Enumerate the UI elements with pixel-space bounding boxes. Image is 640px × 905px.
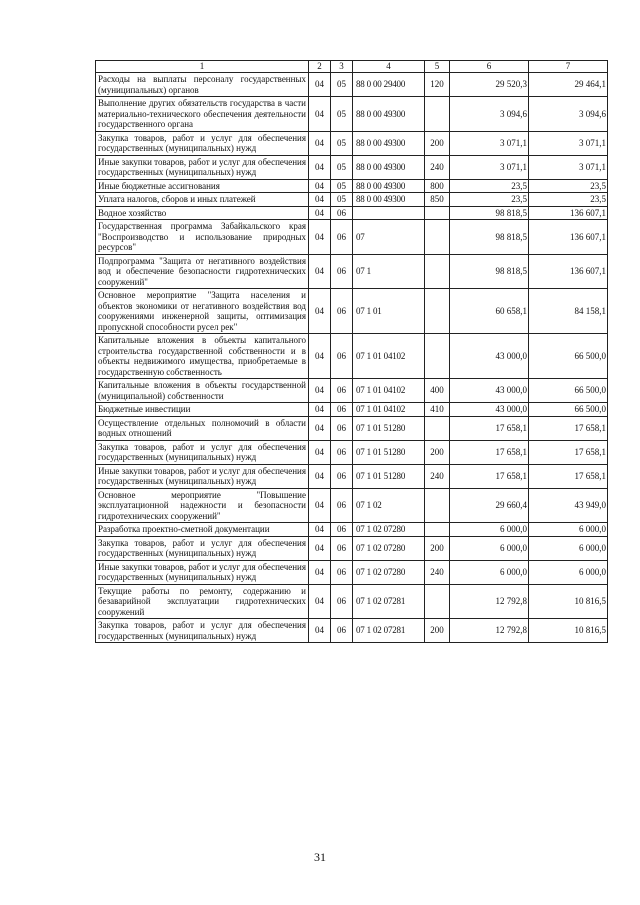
amount-2-cell: 23,5 <box>529 179 608 193</box>
csr-code-cell: 07 1 01 51280 <box>353 464 425 488</box>
rzd-code-cell: 04 <box>309 97 331 132</box>
table-row <box>96 206 608 220</box>
column-header-6: 6 <box>450 61 529 73</box>
amount-2-cell: 10 816,5 <box>529 619 608 643</box>
row-name-cell: Закупка товаров, работ и услуг для обеспечения государственных (муниципальных) нужд <box>96 536 309 560</box>
row-name-cell: Разработка проектно-сметной документации <box>96 523 309 537</box>
rzd-code-cell: 04 <box>309 584 331 619</box>
table-row <box>96 254 608 289</box>
vr-code-cell: 240 <box>425 464 450 488</box>
table-row <box>96 523 608 537</box>
vr-code-cell <box>425 97 450 132</box>
pr-code-cell: 06 <box>331 289 353 334</box>
vr-code-cell <box>425 334 450 379</box>
csr-code-cell: 07 1 02 07281 <box>353 619 425 643</box>
row-name-cell: Основное мероприятие "Повышение эксплуатационной надежности и безопасности гидротехнических сооружений" <box>96 488 309 523</box>
row-name-cell: Выполнение других обязательств государства в части материально-технического обеспечения деятельности государственного органа <box>96 97 309 132</box>
vr-code-cell: 200 <box>425 131 450 155</box>
amount-2-cell: 66 500,0 <box>529 403 608 417</box>
pr-code-cell: 05 <box>331 97 353 132</box>
rzd-code-cell: 04 <box>309 440 331 464</box>
rzd-code-cell: 04 <box>309 206 331 220</box>
csr-code-cell: 88 0 00 49300 <box>353 97 425 132</box>
pr-code-cell: 06 <box>331 220 353 255</box>
column-header-7: 7 <box>529 61 608 73</box>
row-name-cell: Иные закупки товаров, работ и услуг для обеспечения государственных (муниципальных) нужд <box>96 560 309 584</box>
table-row <box>96 536 608 560</box>
row-name-cell: Подпрограмма "Защита от негативного воздействия вод и обеспечение безопасности гидротехнических сооружений" <box>96 254 309 289</box>
amount-1-cell: 12 792,8 <box>450 619 529 643</box>
pr-code-cell: 06 <box>331 560 353 584</box>
vr-code-cell <box>425 254 450 289</box>
vr-code-cell: 120 <box>425 73 450 97</box>
amount-1-cell: 3 071,1 <box>450 155 529 179</box>
row-name-cell: Государственная программа Забайкальского края "Воспроизводство и использование природных ресурсов" <box>96 220 309 255</box>
vr-code-cell <box>425 206 450 220</box>
amount-1-cell: 17 658,1 <box>450 440 529 464</box>
table-row <box>96 379 608 403</box>
table-row <box>96 155 608 179</box>
csr-code-cell: 88 0 00 49300 <box>353 155 425 179</box>
pr-code-cell: 06 <box>331 619 353 643</box>
column-header-3: 3 <box>331 61 353 73</box>
pr-code-cell: 06 <box>331 584 353 619</box>
table-row <box>96 403 608 417</box>
rzd-code-cell: 04 <box>309 536 331 560</box>
amount-1-cell: 12 792,8 <box>450 584 529 619</box>
amount-1-cell: 98 818,5 <box>450 206 529 220</box>
vr-code-cell: 200 <box>425 619 450 643</box>
pr-code-cell: 05 <box>331 131 353 155</box>
vr-code-cell <box>425 488 450 523</box>
amount-2-cell: 6 000,0 <box>529 560 608 584</box>
header-row <box>96 61 608 73</box>
amount-1-cell: 29 660,4 <box>450 488 529 523</box>
csr-code-cell: 07 1 <box>353 254 425 289</box>
row-name-cell: Текущие работы по ремонту, содержанию и безаварийной эксплуатации гидротехнических сооружений <box>96 584 309 619</box>
row-name-cell: Осуществление отдельных полномочий в области водных отношений <box>96 416 309 440</box>
column-header-2: 2 <box>309 61 331 73</box>
amount-1-cell: 6 000,0 <box>450 560 529 584</box>
vr-code-cell: 800 <box>425 179 450 193</box>
amount-2-cell: 29 464,1 <box>529 73 608 97</box>
amount-2-cell: 66 500,0 <box>529 334 608 379</box>
row-name-cell: Закупка товаров, работ и услуг для обеспечения государственных (муниципальных) нужд <box>96 440 309 464</box>
amount-2-cell: 43 949,0 <box>529 488 608 523</box>
amount-1-cell: 6 000,0 <box>450 523 529 537</box>
table-row <box>96 131 608 155</box>
pr-code-cell: 06 <box>331 403 353 417</box>
row-name-cell: Водное хозяйство <box>96 206 309 220</box>
csr-code-cell: 07 <box>353 220 425 255</box>
amount-1-cell: 98 818,5 <box>450 254 529 289</box>
amount-1-cell: 3 071,1 <box>450 131 529 155</box>
amount-2-cell: 17 658,1 <box>529 440 608 464</box>
amount-1-cell: 17 658,1 <box>450 416 529 440</box>
amount-2-cell: 84 158,1 <box>529 289 608 334</box>
amount-2-cell: 136 607,1 <box>529 220 608 255</box>
rzd-code-cell: 04 <box>309 155 331 179</box>
amount-1-cell: 3 094,6 <box>450 97 529 132</box>
vr-code-cell <box>425 523 450 537</box>
table-row <box>96 289 608 334</box>
vr-code-cell <box>425 584 450 619</box>
csr-code-cell: 07 1 02 <box>353 488 425 523</box>
table-body <box>96 73 608 643</box>
amount-2-cell: 136 607,1 <box>529 254 608 289</box>
rzd-code-cell: 04 <box>309 379 331 403</box>
csr-code-cell: 88 0 00 49300 <box>353 179 425 193</box>
amount-1-cell: 29 520,3 <box>450 73 529 97</box>
rzd-code-cell: 04 <box>309 334 331 379</box>
csr-code-cell: 07 1 02 07281 <box>353 584 425 619</box>
table-row <box>96 97 608 132</box>
table-row <box>96 464 608 488</box>
amount-2-cell: 10 816,5 <box>529 584 608 619</box>
amount-1-cell: 43 000,0 <box>450 403 529 417</box>
csr-code-cell: 07 1 02 07280 <box>353 523 425 537</box>
rzd-code-cell: 04 <box>309 220 331 255</box>
pr-code-cell: 06 <box>331 379 353 403</box>
rzd-code-cell: 04 <box>309 416 331 440</box>
row-name-cell: Иные закупки товаров, работ и услуг для обеспечения государственных (муниципальных) нужд <box>96 155 309 179</box>
table-row <box>96 560 608 584</box>
row-name-cell: Иные закупки товаров, работ и услуг для обеспечения государственных (муниципальных) нужд <box>96 464 309 488</box>
column-header-4: 4 <box>353 61 425 73</box>
pr-code-cell: 06 <box>331 416 353 440</box>
rzd-code-cell: 04 <box>309 179 331 193</box>
csr-code-cell: 07 1 02 07280 <box>353 560 425 584</box>
amount-2-cell: 3 094,6 <box>529 97 608 132</box>
amount-2-cell: 6 000,0 <box>529 523 608 537</box>
csr-code-cell: 07 1 01 51280 <box>353 440 425 464</box>
amount-2-cell: 136 607,1 <box>529 206 608 220</box>
pr-code-cell: 05 <box>331 179 353 193</box>
vr-code-cell: 240 <box>425 155 450 179</box>
csr-code-cell: 07 1 01 04102 <box>353 403 425 417</box>
table-row <box>96 193 608 207</box>
vr-code-cell: 850 <box>425 193 450 207</box>
rzd-code-cell: 04 <box>309 193 331 207</box>
column-header-5: 5 <box>425 61 450 73</box>
budget-table <box>95 60 608 643</box>
table-row <box>96 488 608 523</box>
csr-code-cell: 88 0 00 49300 <box>353 131 425 155</box>
csr-code-cell: 07 1 01 51280 <box>353 416 425 440</box>
rzd-code-cell: 04 <box>309 488 331 523</box>
pr-code-cell: 06 <box>331 334 353 379</box>
pr-code-cell: 05 <box>331 155 353 179</box>
vr-code-cell <box>425 289 450 334</box>
pr-code-cell: 05 <box>331 73 353 97</box>
pr-code-cell: 06 <box>331 254 353 289</box>
row-name-cell: Бюджетные инвестиции <box>96 403 309 417</box>
vr-code-cell: 200 <box>425 536 450 560</box>
table-row <box>96 334 608 379</box>
row-name-cell: Иные бюджетные ассигнования <box>96 179 309 193</box>
amount-2-cell: 3 071,1 <box>529 155 608 179</box>
csr-code-cell: 88 0 00 29400 <box>353 73 425 97</box>
rzd-code-cell: 04 <box>309 403 331 417</box>
amount-1-cell: 98 818,5 <box>450 220 529 255</box>
pr-code-cell: 05 <box>331 193 353 207</box>
amount-2-cell: 66 500,0 <box>529 379 608 403</box>
vr-code-cell: 400 <box>425 379 450 403</box>
csr-code-cell: 07 1 01 <box>353 289 425 334</box>
amount-1-cell: 60 658,1 <box>450 289 529 334</box>
vr-code-cell: 410 <box>425 403 450 417</box>
pr-code-cell: 06 <box>331 523 353 537</box>
vr-code-cell <box>425 220 450 255</box>
rzd-code-cell: 04 <box>309 523 331 537</box>
pr-code-cell: 06 <box>331 536 353 560</box>
table-row <box>96 179 608 193</box>
table-row <box>96 416 608 440</box>
row-name-cell: Закупка товаров, работ и услуг для обеспечения государственных (муниципальных) нужд <box>96 131 309 155</box>
csr-code-cell: 07 1 01 04102 <box>353 334 425 379</box>
pr-code-cell: 06 <box>331 488 353 523</box>
table-row <box>96 619 608 643</box>
row-name-cell: Уплата налогов, сборов и иных платежей <box>96 193 309 207</box>
rzd-code-cell: 04 <box>309 254 331 289</box>
table-row <box>96 73 608 97</box>
csr-code-cell: 88 0 00 49300 <box>353 193 425 207</box>
amount-2-cell: 17 658,1 <box>529 464 608 488</box>
row-name-cell: Основное мероприятие "Защита населения и объектов экономики от негативного воздействия вод сооружениями инженерной защиты, оптимизация пропускной способности русел рек" <box>96 289 309 334</box>
amount-2-cell: 3 071,1 <box>529 131 608 155</box>
amount-1-cell: 43 000,0 <box>450 379 529 403</box>
amount-2-cell: 6 000,0 <box>529 536 608 560</box>
row-name-cell: Капитальные вложения в объекты капитального строительства государственной собственности и в объекты недвижимого имущества, приобретаемые в государственную собственность <box>96 334 309 379</box>
rzd-code-cell: 04 <box>309 73 331 97</box>
row-name-cell: Капитальные вложения в объекты государственной (муниципальной) собственности <box>96 379 309 403</box>
row-name-cell: Расходы на выплаты персоналу государственных (муниципальных) органов <box>96 73 309 97</box>
vr-code-cell: 240 <box>425 560 450 584</box>
table-row <box>96 220 608 255</box>
amount-2-cell: 23,5 <box>529 193 608 207</box>
rzd-code-cell: 04 <box>309 560 331 584</box>
rzd-code-cell: 04 <box>309 289 331 334</box>
amount-1-cell: 17 658,1 <box>450 464 529 488</box>
row-name-cell: Закупка товаров, работ и услуг для обеспечения государственных (муниципальных) нужд <box>96 619 309 643</box>
table-row <box>96 584 608 619</box>
rzd-code-cell: 04 <box>309 131 331 155</box>
amount-2-cell: 17 658,1 <box>529 416 608 440</box>
table-row <box>96 440 608 464</box>
pr-code-cell: 06 <box>331 464 353 488</box>
csr-code-cell: 07 1 02 07280 <box>353 536 425 560</box>
amount-1-cell: 43 000,0 <box>450 334 529 379</box>
amount-1-cell: 23,5 <box>450 193 529 207</box>
amount-1-cell: 6 000,0 <box>450 536 529 560</box>
column-header-1: 1 <box>96 61 309 73</box>
rzd-code-cell: 04 <box>309 619 331 643</box>
vr-code-cell: 200 <box>425 440 450 464</box>
pr-code-cell: 06 <box>331 206 353 220</box>
amount-1-cell: 23,5 <box>450 179 529 193</box>
rzd-code-cell: 04 <box>309 464 331 488</box>
csr-code-cell <box>353 206 425 220</box>
page-number: 31 <box>314 850 326 864</box>
csr-code-cell: 07 1 01 04102 <box>353 379 425 403</box>
vr-code-cell <box>425 416 450 440</box>
pr-code-cell: 06 <box>331 440 353 464</box>
